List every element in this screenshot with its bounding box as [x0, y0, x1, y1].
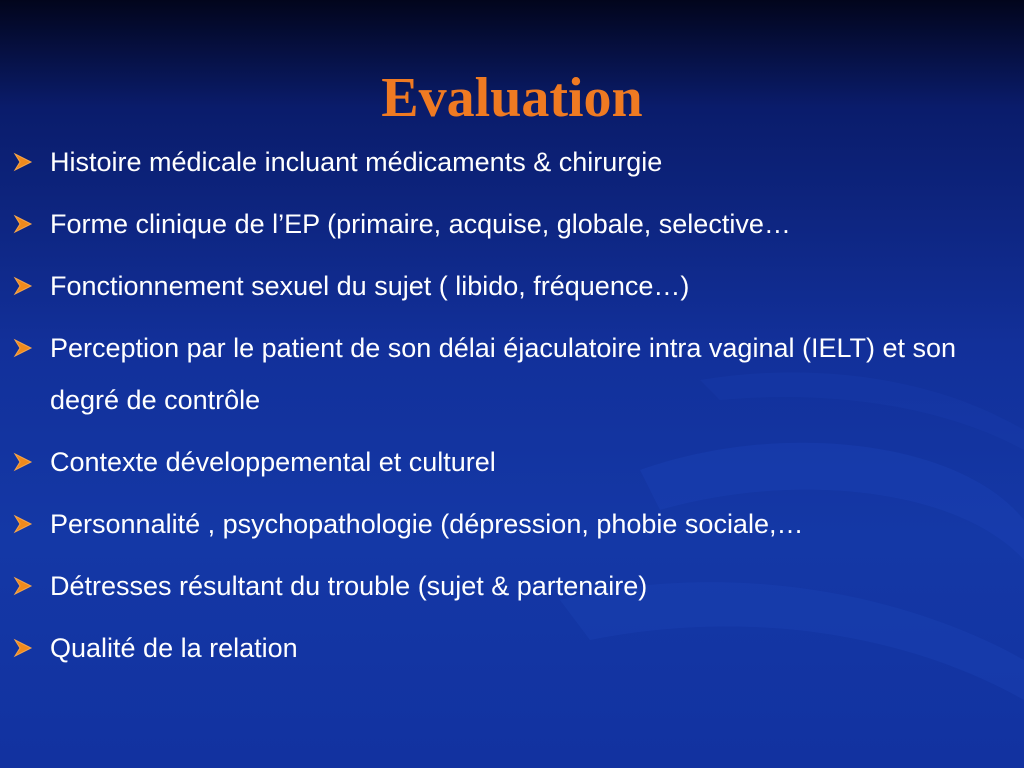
arrow-bullet-icon — [12, 151, 34, 173]
arrow-bullet-icon — [12, 575, 34, 597]
arrow-bullet-icon — [12, 451, 34, 473]
arrow-bullet-icon — [12, 275, 34, 297]
bullet-text: Contexte développemental et culturel — [50, 447, 496, 477]
bullet-item — [12, 260, 1002, 312]
bullet-text: Détresses résultant du trouble (sujet & partenaire) — [50, 571, 648, 601]
arrow-bullet-icon — [12, 213, 34, 235]
arrow-bullet-icon — [12, 337, 34, 359]
bullet-item — [12, 560, 1002, 612]
bullet-list — [12, 136, 1002, 684]
arrow-bullet-icon — [12, 637, 34, 659]
arrow-bullet-icon — [12, 513, 34, 535]
bullet-text: Qualité de la relation — [50, 633, 298, 663]
slide-title: Evaluation — [381, 67, 643, 129]
bullet-text: Forme clinique de l’EP (primaire, acquise, globale, selective… — [50, 209, 791, 239]
bullet-text: Histoire médicale incluant médicaments & chirurgie — [50, 147, 663, 177]
bullet-text: Fonctionnement sexuel du sujet ( libido, fréquence…) — [50, 271, 690, 301]
bullet-item — [12, 436, 1002, 488]
bullet-text: Personnalité , psychopathologie (dépression, phobie sociale,… — [50, 509, 804, 539]
bullet-item — [12, 136, 1002, 188]
bullet-text: Perception par le patient de son délai éjaculatoire intra vaginal (IELT) et son degré de contrôle — [50, 333, 957, 415]
bullet-item — [12, 622, 1002, 674]
bullet-item — [12, 198, 1002, 250]
bullet-item — [12, 322, 1002, 426]
bullet-item — [12, 498, 1002, 550]
